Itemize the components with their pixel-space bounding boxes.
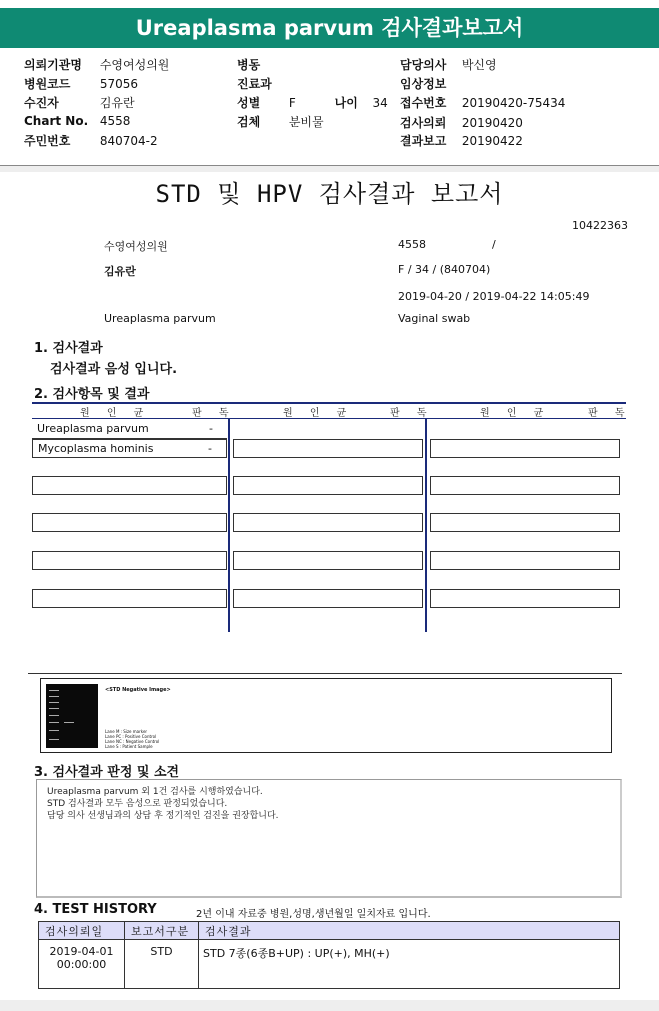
receipt-row [400, 94, 565, 111]
report-date-value: 20190422 [461, 134, 523, 148]
gel-marker-band [49, 702, 59, 703]
request-label: 검사의뢰 [400, 116, 447, 130]
gel-legend-item: Lane NC : Negative Control [105, 739, 160, 744]
sex-value: F [288, 96, 296, 110]
report-date-row [400, 132, 523, 149]
organism-name: Ureaplasma parvum [37, 422, 149, 435]
gel-legend-item: Lane M : Size marker [105, 729, 148, 734]
specimen-row [237, 113, 324, 130]
specimen-value: 분비물 [288, 115, 324, 129]
sex-label: 성별 [237, 96, 261, 110]
opinion-section-title: 3. 검사결과 판정 및 소견 [34, 765, 180, 780]
report-specimen: Vaginal swab [398, 312, 471, 325]
gel-marker-band [49, 722, 59, 723]
column-header-organism: 원 인 균 [80, 408, 151, 419]
report-dates: 2019-04-20 / 2019-04-22 14:05:49 [398, 290, 590, 303]
gel-marker-band [49, 708, 59, 709]
gel-marker-band [49, 730, 59, 731]
report-chart-no: 4558 [398, 238, 426, 251]
report-id: 10422363 [572, 219, 628, 232]
receipt-label: 접수번호 [400, 96, 447, 110]
empty-result-row [32, 513, 227, 532]
result-row [32, 420, 227, 439]
report-date-label: 결과보고 [400, 134, 447, 148]
history-table [38, 921, 620, 989]
empty-result-row [233, 551, 423, 570]
page-footer-band [0, 1000, 659, 1011]
institution-label: 의뢰기관명 [24, 58, 82, 72]
patient-label: 수진자 [24, 96, 59, 110]
column-header-judgement: 판 독 [588, 408, 632, 419]
history-col-date: 검사의뢰일 [39, 922, 125, 940]
empty-result-row [430, 551, 620, 570]
gel-electrophoresis-image [46, 684, 98, 748]
history-note: 2년 이내 자료중 병원,성명,생년월일 일치자료 입니다. [196, 909, 431, 920]
empty-result-row [430, 476, 620, 495]
organism-result: - [208, 442, 212, 455]
history-header-row [39, 922, 620, 940]
section-divider [0, 166, 659, 172]
opinion-line: 담당 의사 선생님과의 상담 후 정기적인 검진을 권장합니다. [47, 811, 279, 821]
history-type: STD [125, 940, 199, 989]
institution-row [24, 56, 169, 73]
empty-result-row [233, 476, 423, 495]
gel-marker-band [49, 715, 59, 716]
ward-row [237, 56, 260, 73]
empty-result-row [430, 513, 620, 532]
gel-legend-item: Lane PC : Positive Control [105, 734, 157, 739]
organism-name: Mycoplasma hominis [38, 442, 154, 455]
report-test-name: Ureaplasma parvum [104, 312, 216, 325]
gel-control-band [64, 722, 74, 723]
history-date: 2019-04-01 [49, 945, 114, 958]
opinion-box [36, 779, 622, 898]
report-title: STD 및 HPV 검사결과 보고서 [155, 180, 504, 208]
history-date-cell [39, 940, 125, 989]
report-institution: 수영여성의원 [104, 240, 168, 253]
gel-legend-item: Lane S : Patient Sample [105, 744, 153, 749]
report-header-title: Ureaplasma parvum 검사결과보고서 [0, 8, 659, 48]
receipt-value: 20190420-75434 [461, 96, 566, 110]
hospital-code-value: 57056 [99, 77, 139, 91]
clinical-row [400, 75, 446, 92]
column-header-judgement: 판 독 [390, 408, 434, 419]
opinion-line: STD 검사결과 모두 음성으로 판정되었습니다. [47, 799, 228, 809]
history-col-type: 보고서구분 [125, 922, 199, 940]
opinion-line: Ureaplasma parvum 외 1건 검사를 시행하였습니다. [47, 787, 263, 797]
chart-row [24, 114, 130, 128]
chart-label: Chart No. [24, 114, 89, 128]
specimen-label: 검체 [237, 115, 261, 129]
request-value: 20190420 [461, 116, 523, 130]
history-result: STD 7종(6종B+UP) : UP(+), MH(+) [199, 940, 620, 989]
doctor-label: 담당의사 [400, 58, 447, 72]
empty-result-row [32, 551, 227, 570]
patient-value: 김유란 [99, 96, 135, 110]
empty-result-row [233, 589, 423, 608]
results-grid-divider [228, 418, 230, 632]
sex-age-row [237, 94, 388, 111]
doctor-value: 박신영 [461, 58, 497, 72]
age-value: 34 [372, 96, 388, 110]
ward-label: 병동 [237, 58, 261, 72]
dept-row [237, 75, 272, 92]
gel-marker-band [49, 739, 59, 740]
clinical-label: 임상정보 [400, 77, 447, 91]
gel-marker-band [49, 696, 59, 697]
empty-result-row [233, 439, 423, 458]
ssn-label: 주민번호 [24, 134, 71, 148]
request-row [400, 114, 523, 131]
institution-value: 수영여성의원 [99, 58, 170, 72]
empty-result-row [32, 476, 227, 495]
history-section-title: 4. TEST HISTORY [34, 902, 157, 917]
history-time: 00:00:00 [56, 958, 107, 971]
chart-value: 4558 [99, 114, 131, 128]
image-separator [28, 673, 622, 674]
empty-result-row [430, 439, 620, 458]
age-label: 나이 [334, 96, 358, 110]
hospital-code-row [24, 75, 138, 92]
patient-row [24, 94, 135, 111]
history-row [39, 940, 620, 989]
ssn-value: 840704-2 [99, 134, 158, 148]
doctor-row [400, 56, 497, 73]
column-header-organism: 원 인 균 [480, 408, 551, 419]
empty-result-row [430, 589, 620, 608]
column-header-organism: 원 인 균 [283, 408, 354, 419]
results-grid-divider [425, 418, 427, 632]
report-chart-slash: / [492, 238, 496, 251]
report-sex-age: F / 34 / (840704) [398, 263, 491, 276]
gel-caption: <STD Negative Image> [105, 687, 171, 693]
gel-image-panel [40, 678, 612, 753]
empty-result-row [233, 513, 423, 532]
column-header-judgement: 판 독 [192, 408, 236, 419]
hospital-code-label: 병원코드 [24, 77, 71, 91]
dept-label: 진료과 [237, 77, 272, 91]
items-section-title: 2. 검사항목 및 결과 [34, 387, 150, 402]
result-summary: 검사결과 음성 입니다. [50, 362, 178, 377]
result-row [32, 439, 227, 458]
patient-info-panel [0, 52, 659, 166]
report-patient: 김유란 [104, 265, 136, 278]
empty-result-row [32, 589, 227, 608]
ssn-row [24, 132, 158, 149]
history-col-result: 검사결과 [199, 922, 620, 940]
organism-result: - [209, 422, 213, 435]
result-section-title: 1. 검사결과 [34, 341, 103, 356]
gel-marker-band [49, 690, 59, 691]
